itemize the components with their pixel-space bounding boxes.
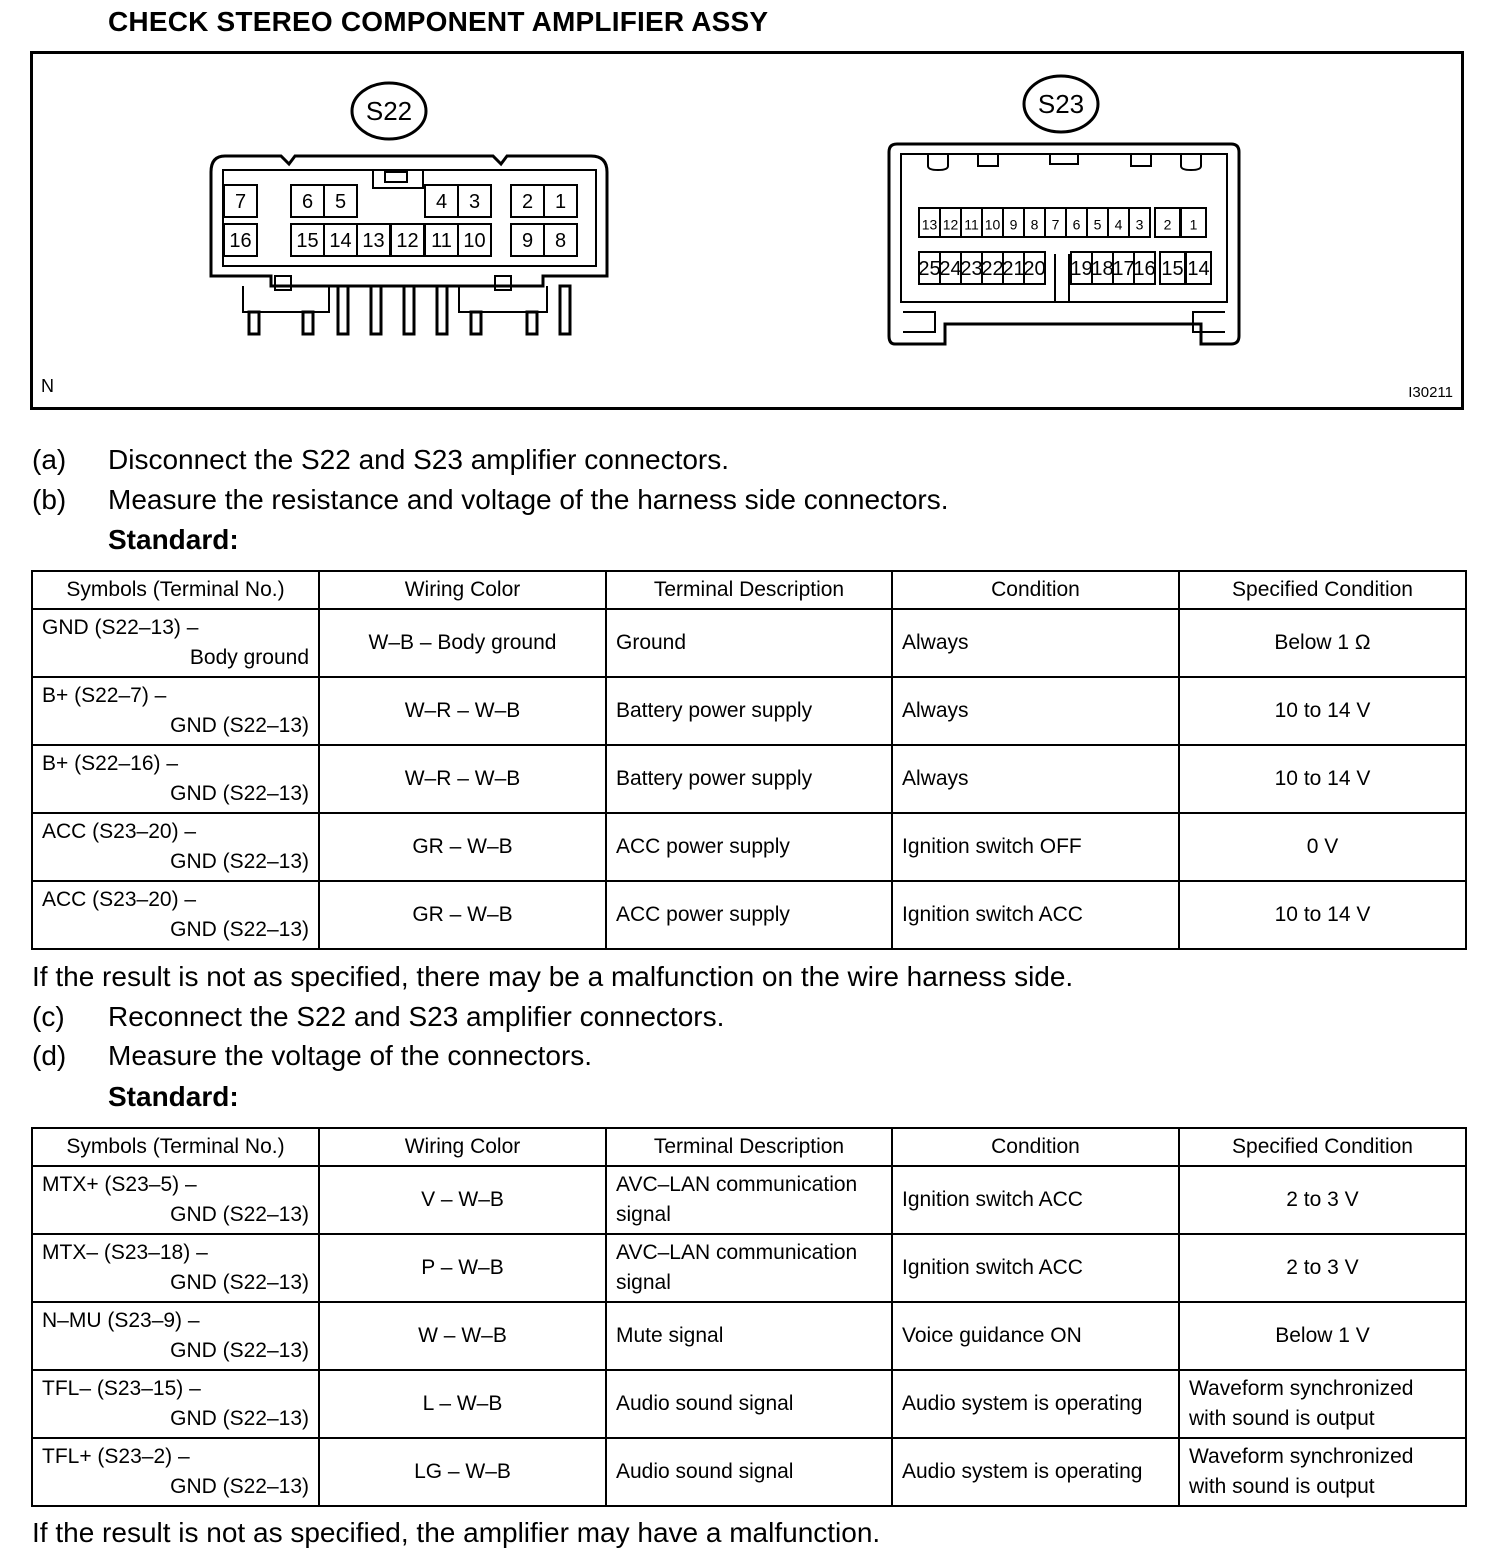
header-symbols: Symbols (Terminal No.): [32, 571, 319, 609]
table-row: [32, 1302, 1466, 1370]
terminal-description-cell: ACC power supply: [606, 881, 892, 949]
s22-pin: 5: [334, 191, 347, 213]
specified-condition-cell: 2 to 3 V: [1179, 1234, 1466, 1302]
condition-cell: Audio system is operating: [892, 1438, 1179, 1506]
step-text: Measure the voltage of the connectors.: [108, 1040, 593, 1071]
specified-condition-cell: Waveform synchronized with sound is output: [1179, 1370, 1466, 1438]
s23-pin: 6: [1072, 216, 1081, 233]
figure-corner-label: N: [41, 376, 54, 396]
table-row: [32, 677, 1466, 745]
wiring-color-cell: V – W–B: [319, 1166, 606, 1234]
s22-label: S22: [365, 96, 413, 126]
condition-cell: Always: [892, 745, 1179, 813]
standard-heading: Standard:: [108, 524, 239, 555]
terminal-description-cell: Audio sound signal: [606, 1370, 892, 1438]
s23-bottom-row: [918, 252, 1211, 284]
s23-pin: 22: [981, 258, 1004, 280]
specified-condition-cell: Below 1 Ω: [1179, 609, 1466, 677]
terminal-description-cell: AVC–LAN communication signal: [606, 1166, 892, 1234]
s22-pin: 7: [234, 191, 247, 213]
s22-pin: 2: [521, 191, 534, 213]
s22-bottom-row: [224, 224, 577, 256]
s23-pin: 9: [1009, 216, 1018, 233]
wiring-color-cell: LG – W–B: [319, 1438, 606, 1506]
symbol-to: GND (S22–13): [170, 1203, 309, 1226]
condition-cell: Ignition switch ACC: [892, 881, 1179, 949]
symbol-cell: [32, 1302, 319, 1370]
connector-diagram: [30, 51, 1464, 410]
step-text: Disconnect the S22 and S23 amplifier connectors.: [108, 444, 730, 475]
standard-heading-2: Standard:: [108, 1081, 239, 1112]
symbol-from: ACC (S23–20) –: [42, 888, 197, 911]
wiring-color-cell: W–R – W–B: [319, 677, 606, 745]
s23-body: [889, 144, 1239, 344]
s23-pin: 16: [1133, 258, 1156, 280]
terminal-description-cell: Battery power supply: [606, 745, 892, 813]
specified-condition-cell: 2 to 3 V: [1179, 1166, 1466, 1234]
symbol-from: MTX– (S23–18) –: [42, 1241, 208, 1264]
header-specified-condition: Specified Condition: [1179, 1128, 1466, 1166]
wiring-color-cell: P – W–B: [319, 1234, 606, 1302]
s22-pin: 13: [362, 230, 385, 252]
symbol-from: N–MU (S23–9) –: [42, 1309, 200, 1332]
terminal-description-cell: AVC–LAN communication signal: [606, 1234, 892, 1302]
note-amplifier: If the result is not as specified, the amplifier may have a malfunction.: [32, 1517, 881, 1548]
step-label: (d): [32, 1040, 67, 1071]
symbol-cell: [32, 1166, 319, 1234]
symbol-cell: [32, 677, 319, 745]
s22-pin: 1: [554, 191, 567, 213]
s23-pin: 13: [921, 216, 938, 233]
s23-pin: 15: [1161, 258, 1184, 280]
s22-pin: 8: [554, 230, 567, 252]
symbol-from: ACC (S23–20) –: [42, 820, 197, 843]
table-header-row: [32, 1128, 1466, 1166]
table-row: [32, 1166, 1466, 1234]
s23-pin: 12: [942, 216, 959, 233]
condition-cell: Always: [892, 609, 1179, 677]
step-label: (c): [32, 1001, 65, 1032]
step-a: [32, 444, 729, 476]
wiring-color-cell: W–B – Body ground: [319, 609, 606, 677]
header-specified-condition: Specified Condition: [1179, 571, 1466, 609]
table-row: [32, 1234, 1466, 1302]
symbol-from: TFL+ (S23–2) –: [42, 1445, 190, 1468]
step-text: Measure the resistance and voltage of the harness side connectors.: [108, 484, 949, 515]
table-row: [32, 881, 1466, 949]
s23-pin: 24: [939, 258, 962, 280]
s22-pin: 16: [229, 230, 252, 252]
symbol-to: GND (S22–13): [170, 782, 309, 805]
page-title: CHECK STEREO COMPONENT AMPLIFIER ASSY: [108, 6, 769, 37]
header-condition: Condition: [892, 571, 1179, 609]
s22-pin: 15: [296, 230, 319, 252]
symbol-to: GND (S22–13): [170, 918, 309, 941]
s23-pin: 19: [1070, 258, 1093, 280]
step-text: Reconnect the S22 and S23 amplifier connectors.: [108, 1001, 725, 1032]
symbol-to: GND (S22–13): [170, 1475, 309, 1498]
header-terminal-description: Terminal Description: [606, 571, 892, 609]
symbol-from: TFL– (S23–15) –: [42, 1377, 201, 1400]
s23-pin: 7: [1051, 216, 1060, 233]
header-terminal-description: Terminal Description: [606, 1128, 892, 1166]
symbol-from: MTX+ (S23–5) –: [42, 1173, 197, 1196]
symbol-to: GND (S22–13): [170, 850, 309, 873]
s23-pin: 20: [1023, 258, 1046, 280]
condition-cell: Ignition switch ACC: [892, 1234, 1179, 1302]
s22-pin: 4: [435, 191, 448, 213]
s22-pin: 11: [431, 230, 452, 252]
symbol-from: B+ (S22–7) –: [42, 684, 167, 707]
s22-pin: 12: [396, 230, 419, 252]
s22-pin: 6: [301, 191, 314, 213]
symbol-to: GND (S22–13): [170, 714, 309, 737]
s22-pin: 3: [468, 191, 481, 213]
symbol-cell: [32, 881, 319, 949]
terminal-description-cell: Audio sound signal: [606, 1438, 892, 1506]
s23-pin: 4: [1114, 216, 1123, 233]
symbol-to: Body ground: [189, 646, 309, 669]
terminal-description-cell: ACC power supply: [606, 813, 892, 881]
header-condition: Condition: [892, 1128, 1179, 1166]
terminal-description-cell: Ground: [606, 609, 892, 677]
table-row: [32, 813, 1466, 881]
figure-id: I30211: [1408, 384, 1453, 401]
specified-condition-cell: Waveform synchronized with sound is output: [1179, 1438, 1466, 1506]
step-label: (a): [32, 444, 67, 475]
symbol-cell: [32, 813, 319, 881]
s23-pin: 18: [1091, 258, 1114, 280]
symbol-to: GND (S22–13): [170, 1271, 309, 1294]
s23-pin: 3: [1135, 216, 1144, 233]
s23-pin: 25: [918, 258, 941, 280]
wiring-color-cell: GR – W–B: [319, 881, 606, 949]
symbol-from: GND (S22–13) –: [42, 616, 199, 639]
s23-pin: 11: [964, 216, 979, 233]
s23-top-row: [919, 208, 1206, 237]
header-wiring-color: Wiring Color: [319, 1128, 606, 1166]
header-wiring-color: Wiring Color: [319, 571, 606, 609]
specified-condition-cell: 10 to 14 V: [1179, 677, 1466, 745]
symbol-cell: [32, 609, 319, 677]
wiring-color-cell: W – W–B: [319, 1302, 606, 1370]
s23-pin: 10: [984, 216, 1001, 233]
specified-condition-cell: Below 1 V: [1179, 1302, 1466, 1370]
specified-condition-cell: 10 to 14 V: [1179, 881, 1466, 949]
standard-table-1: [31, 570, 1467, 950]
table-row: [32, 745, 1466, 813]
symbol-to: GND (S22–13): [170, 1407, 309, 1430]
symbol-to: GND (S22–13): [170, 1339, 309, 1362]
connector-drawing: [33, 54, 1461, 407]
table-row: [32, 609, 1466, 677]
s23-pin: 2: [1163, 216, 1172, 233]
symbol-cell: [32, 1370, 319, 1438]
condition-cell: Ignition switch ACC: [892, 1166, 1179, 1234]
s23-pin: 8: [1030, 216, 1039, 233]
table-header-row: [32, 571, 1466, 609]
terminal-description-cell: Battery power supply: [606, 677, 892, 745]
standard-table-2: [31, 1127, 1467, 1507]
symbol-from: B+ (S22–16) –: [42, 752, 179, 775]
symbol-cell: [32, 1234, 319, 1302]
s23-label: S23: [1037, 89, 1085, 119]
step-b: [32, 484, 949, 516]
s23-pin: 21: [1002, 258, 1025, 280]
table-row: [32, 1438, 1466, 1506]
s23-pin: 1: [1189, 216, 1198, 233]
wiring-color-cell: L – W–B: [319, 1370, 606, 1438]
symbol-cell: [32, 745, 319, 813]
condition-cell: Voice guidance ON: [892, 1302, 1179, 1370]
table-row: [32, 1370, 1466, 1438]
note-harness: If the result is not as specified, there may be a malfunction on the wire harness side.: [32, 961, 1074, 992]
s23-pin: 17: [1112, 258, 1135, 280]
s22-top-row: [224, 185, 577, 217]
wiring-color-cell: GR – W–B: [319, 813, 606, 881]
symbol-cell: [32, 1438, 319, 1506]
s22-pin: 10: [463, 230, 486, 252]
step-c: [32, 1001, 724, 1033]
s22-pin: 14: [329, 230, 352, 252]
header-symbols: Symbols (Terminal No.): [32, 1128, 319, 1166]
specified-condition-cell: 10 to 14 V: [1179, 745, 1466, 813]
condition-cell: Audio system is operating: [892, 1370, 1179, 1438]
wiring-color-cell: W–R – W–B: [319, 745, 606, 813]
s23-pin: 5: [1093, 216, 1102, 233]
s22-pin: 9: [521, 230, 534, 252]
step-d: [32, 1040, 592, 1072]
specified-condition-cell: 0 V: [1179, 813, 1466, 881]
s23-pin: 23: [960, 258, 983, 280]
condition-cell: Ignition switch OFF: [892, 813, 1179, 881]
terminal-description-cell: Mute signal: [606, 1302, 892, 1370]
s23-pin: 14: [1187, 258, 1210, 280]
step-label: (b): [32, 484, 67, 515]
condition-cell: Always: [892, 677, 1179, 745]
